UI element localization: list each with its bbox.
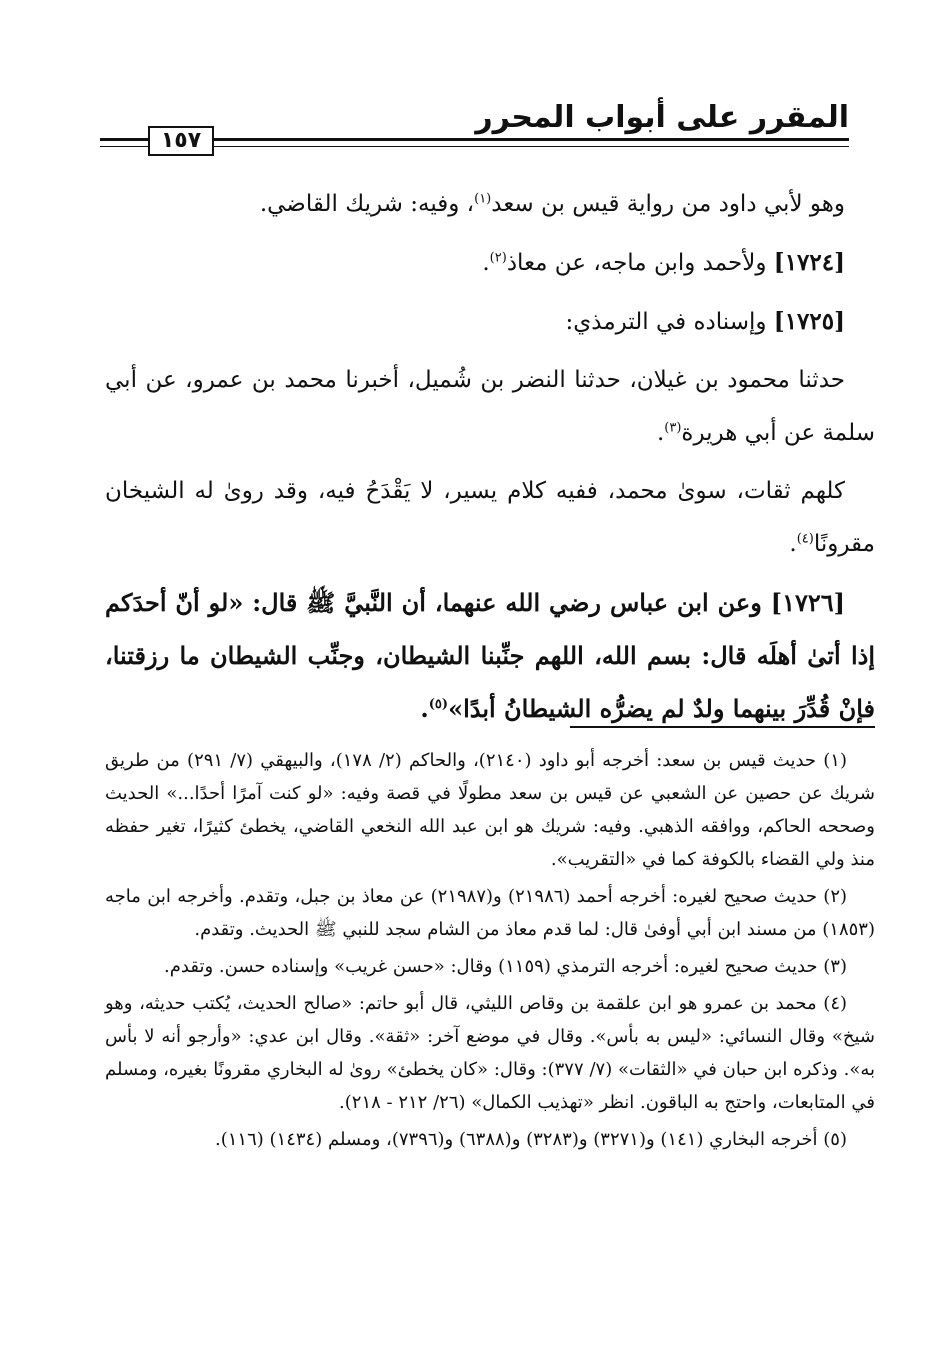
paragraph-text: كلهم ثقات، سوىٰ محمد، ففيه كلام يسير، لا يَقْدَحُ فيه، وقد روىٰ له الشيخان مقرونًا xyxy=(105,478,875,557)
paragraph-text: ولأحمد وابن ماجه، عن معاذ xyxy=(506,250,774,276)
footnote-marker: (٢) xyxy=(489,250,507,266)
footnote-separator xyxy=(570,726,875,728)
paragraph xyxy=(105,576,875,735)
paragraph xyxy=(105,465,875,571)
footnote-marker: (٣) xyxy=(664,420,682,436)
paragraph-text: ، وفيه: شريك القاضي. xyxy=(259,191,475,217)
hadith-number: [١٧٢٥] xyxy=(773,308,845,335)
paragraph-text: وهو لأبي داود من رواية قيس بن سعد xyxy=(491,191,845,217)
footnote: (٢) حديث صحيح لغيره: أخرجه أحمد (٢١٩٨٦) و(٢١٩٨٧) عن معاذ بن جبل، وتقدم. وأخرجه ابن ماجه (١٨٥٣) من مسند ابن أبي أوفىٰ قال: لما قدم معاذ من الشام سجد للنبي ﷺ الحديث. وتقدم. xyxy=(105,886,875,940)
footnote-marker: (١) xyxy=(474,191,492,207)
hadith-number: [١٧٢٦] xyxy=(770,588,845,617)
paragraph-text: حدثنا محمود بن غيلان، حدثنا النضر بن شُميل، أخبرنا محمد بن عمرو، عن أبي سلمة عن أبي هريرة xyxy=(105,367,875,446)
paragraph-text: . xyxy=(482,250,490,276)
hadith-number: [١٧٢٤] xyxy=(773,249,845,276)
footnote-marker: (٤) xyxy=(796,531,814,547)
paragraph xyxy=(105,295,875,349)
footnote: (٥) أخرجه البخاري (١٤١) و(٣٢٧١) و(٣٢٨٣) و(٦٣٨٨) و(٧٣٩٦)، ومسلم (١٤٣٤) (١١٦). xyxy=(215,1129,847,1150)
footnote-marker: (٥) xyxy=(428,697,449,712)
paragraph xyxy=(105,178,875,231)
paragraph-text: وإسناده في الترمذي: xyxy=(565,309,774,335)
paragraph xyxy=(105,354,875,460)
footnote: (٣) حديث صحيح لغيره: أخرجه الترمذي (١١٥٩) وقال: «حسن غريب» وإسناده حسن. وتقدم. xyxy=(164,956,847,977)
paragraph-text: . xyxy=(789,531,797,557)
paragraph-text: . xyxy=(420,694,429,723)
footnotes xyxy=(105,744,875,1160)
page-number: ١٥٧ xyxy=(148,126,214,156)
main-text xyxy=(105,178,875,740)
running-title: المقرر على أبواب المحرر xyxy=(475,100,849,135)
paragraph-text: . xyxy=(656,420,665,446)
paragraph xyxy=(105,236,875,290)
hadith-text: وعن ابن عباس رضي الله عنهما، أن النَّبيَّ ﷺ قال: «لو أنّ أحدَكم إذا أتىٰ أهلَه قال: بسم الله، اللهم جنِّبنا الشيطان، وجنِّب الشيطان ما رزقتنا، فإنْ قُدِّرَ بينهما ولدٌ لم يضرُّه الشيطانُ أبدًا» xyxy=(105,588,875,723)
footnote: (٤) محمد بن عمرو هو ابن علقمة بن وقاص الليثي، قال أبو حاتم: «صالح الحديث، يُكتب حديثه، وهو شيخ» وقال النسائي: «ليس به بأس». وقال في موضع آخر: «ثقة». وقال ابن عدي: «وأرجو أنه لا بأس به». وذكره ابن حبان في «الثقات» (٧/ ٣٧٧): وقال: «كان يخطئ» روىٰ له البخاري مقرونًا بغيره، ومسلم في المتابعات، واحتج به الباقون. انظر «تهذيب الكمال» (٢٦/ ٢١٢ - ٢١٨). xyxy=(105,993,875,1113)
footnote: (١) حديث قيس بن سعد: أخرجه أبو داود (٢١٤٠)، والحاكم (٢/ ١٧٨)، والبيهقي (٧/ ٢٩١) من طريق شريك عن حصين عن الشعبي عن قيس بن سعد مطولًا في قصة وفيه: «لو كنت آمرًا أحدًا...» الحديث وصححه الحاكم، ووافقه الذهبي. وفيه: شريك هو ابن عبد الله النخعي القاضي، يخطئ كثيرًا، تغير حفظه منذ ولي القضاء بالكوفة كما في «التقريب». xyxy=(105,750,876,870)
